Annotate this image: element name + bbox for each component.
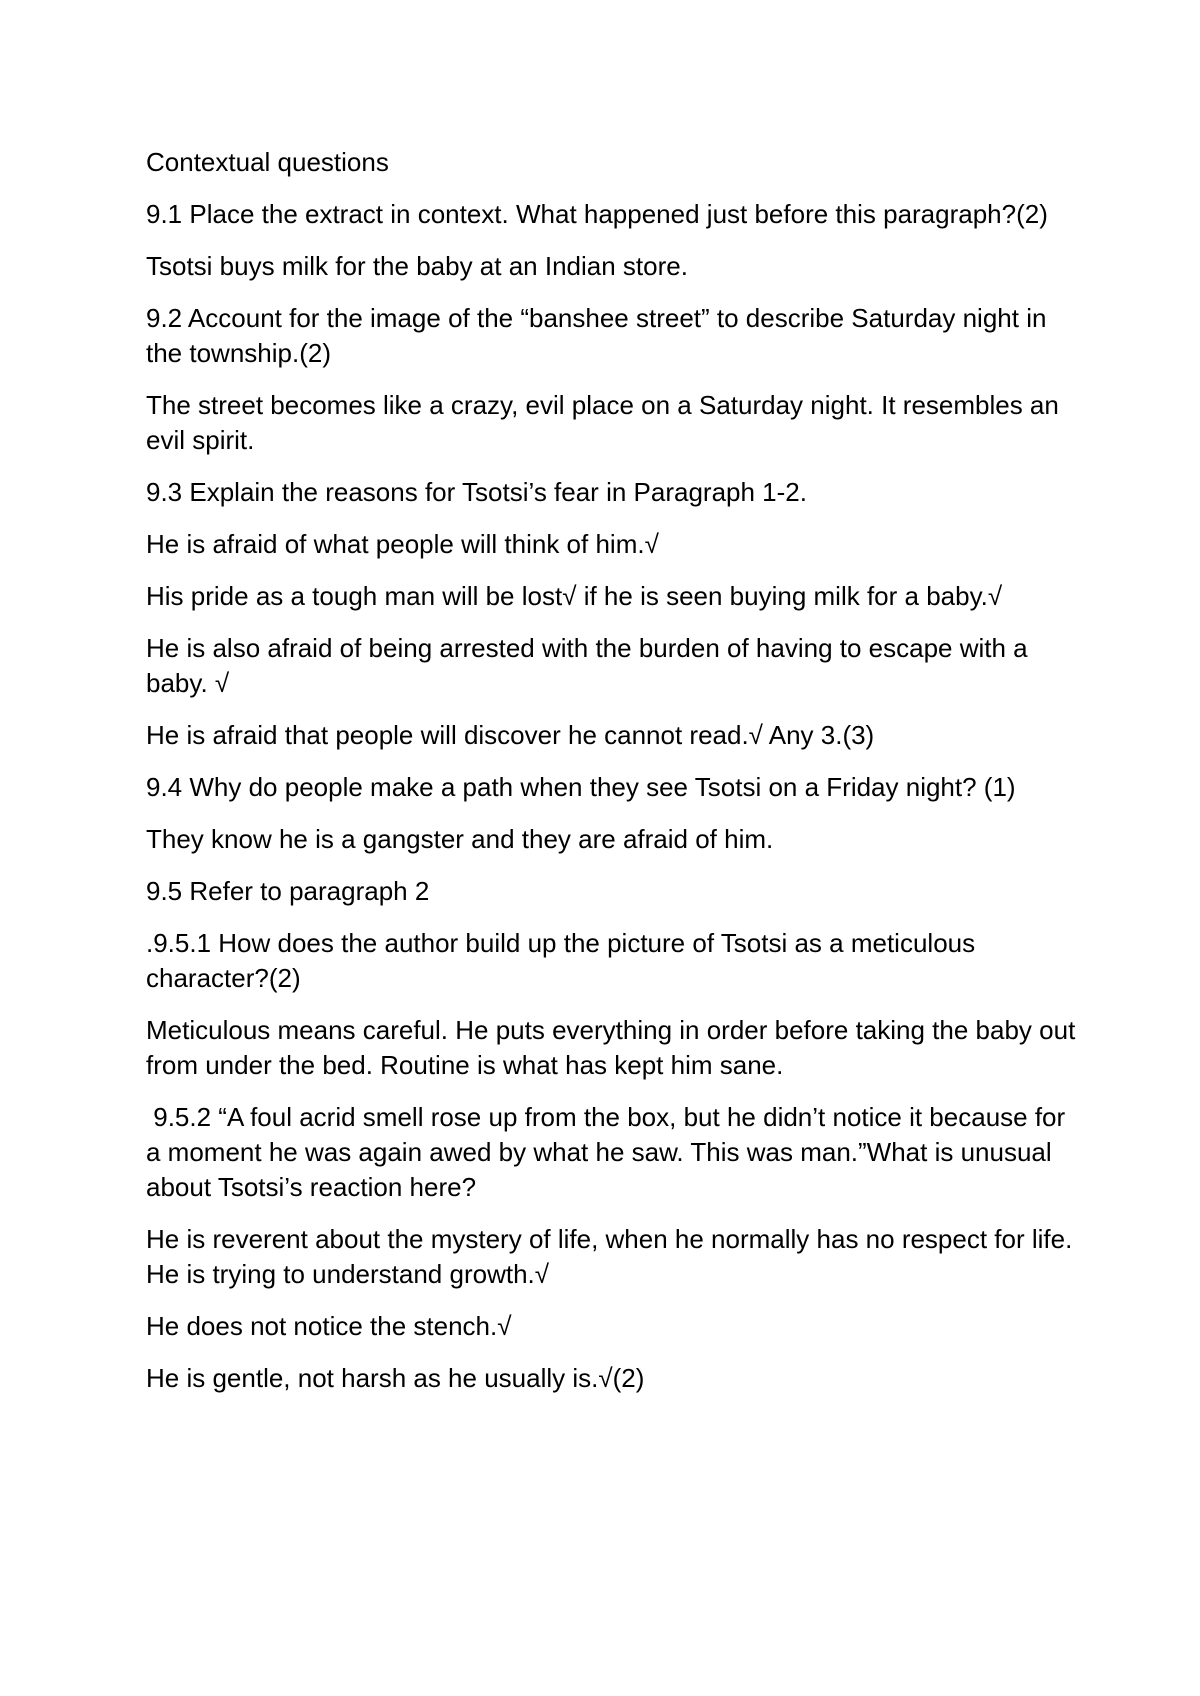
answer-9-4: They know he is a gangster and they are afraid of him. xyxy=(146,824,774,854)
answer-9-3-point-2: His pride as a tough man will be lost√ if he is seen buying milk for a baby.√ xyxy=(146,581,1003,611)
question-9-1: 9.1 Place the extract in context. What happened just before this paragraph?(2) xyxy=(146,199,1048,229)
answer-9-2: The street becomes like a crazy, evil place on a Saturday night. It resembles an evil spirit. xyxy=(146,390,1067,455)
question-9-2: 9.2 Account for the image of the “banshee street” to describe Saturday night in the township.(2) xyxy=(146,303,1054,368)
answer-9-3-point-1: He is afraid of what people will think of him.√ xyxy=(146,529,659,559)
question-9-5-1: .9.5.1 How does the author build up the picture of Tsotsi as a meticulous character?(2) xyxy=(146,928,983,993)
answer-9-5-2-point-2: He does not notice the stench.√ xyxy=(146,1311,512,1341)
answer-9-3-point-3: He is also afraid of being arrested with the burden of having to escape with a baby. √ xyxy=(146,633,1035,698)
section-heading: Contextual questions xyxy=(146,147,389,177)
answer-9-5-2-point-3: He is gentle, not harsh as he usually is.√(2) xyxy=(146,1363,645,1393)
answer-9-5-1: Meticulous means careful. He puts everything in order before taking the baby out from under the bed. Routine is what has kept him sane. xyxy=(146,1015,1083,1080)
answer-9-3-point-4: He is afraid that people will discover he cannot read.√ Any 3.(3) xyxy=(146,720,875,750)
question-9-4: 9.4 Why do people make a path when they see Tsotsi on a Friday night? (1) xyxy=(146,772,1016,802)
answer-9-5-2-point-1: He is reverent about the mystery of life, when he normally has no respect for life. He is trying to understand growth.√ xyxy=(146,1224,1080,1289)
document-body xyxy=(146,145,1083,1413)
answer-9-1: Tsotsi buys milk for the baby at an Indian store. xyxy=(146,251,688,281)
question-9-5: 9.5 Refer to paragraph 2 xyxy=(146,876,430,906)
question-9-3: 9.3 Explain the reasons for Tsotsi’s fear in Paragraph 1-2. xyxy=(146,477,807,507)
question-9-5-2: 9.5.2 “A foul acrid smell rose up from the box, but he didn’t notice it because for a moment he was again awed by what he saw. This was man.”What is unusual about Tsotsi’s reaction here? xyxy=(146,1102,1073,1202)
